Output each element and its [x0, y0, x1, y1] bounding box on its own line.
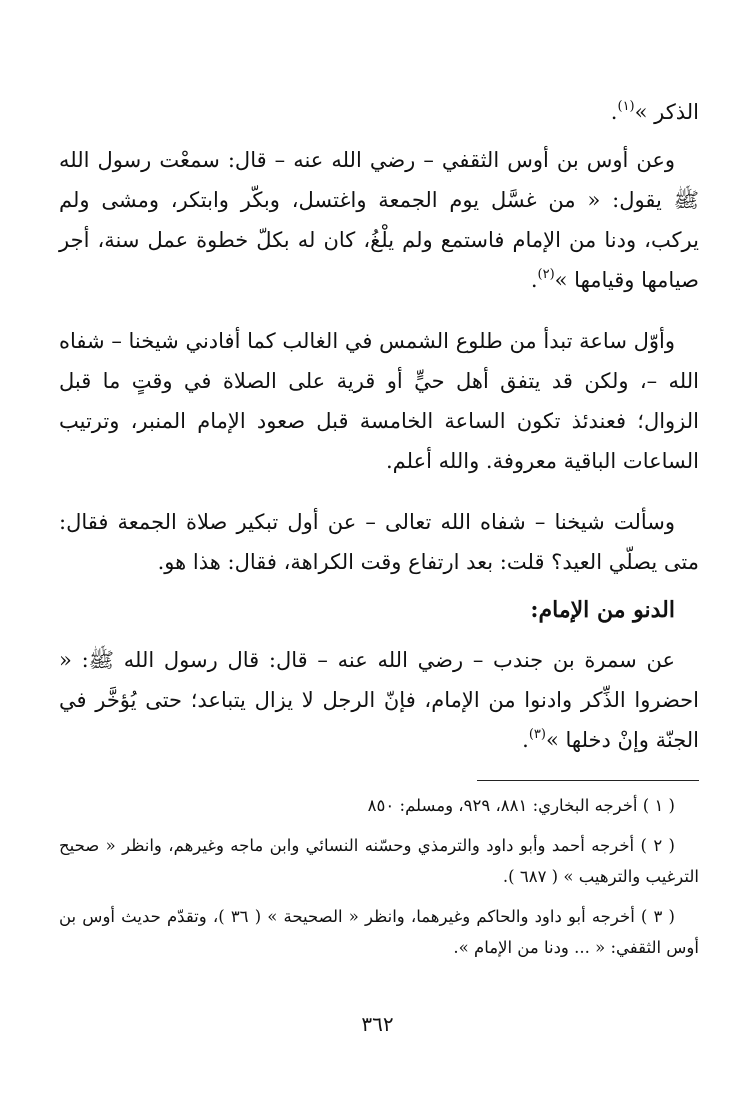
paragraph-question-sheikh: وسألت شيخنا – شفاه الله تعالى – عن أول تبكير صلاة الجمعة فقال: متى يصلّي العيد؟ قلت: بعد ارتفاع وقت الكراهة، فقال: هذا هو.	[59, 510, 699, 574]
page-number: ٣٦٢	[361, 1012, 394, 1036]
footnote-ref-1[interactable]: (١)	[617, 99, 635, 114]
footnote-ref-2[interactable]: (٢)	[537, 267, 555, 282]
footnote-ref-3[interactable]: (٣)	[528, 727, 546, 742]
section-heading: الدنو من الإمام:	[530, 597, 675, 623]
paragraph-hadith-samura: عن سمرة بن جندب – رضي الله عنه – قال: قال رسول الله ﷺ: « احضروا الذِّكر وادنوا من الإمام، فإنّ الرجل لا يزال يتباعد؛ حتى يُؤخَّر في الجنّة وإنْ دخلها »$^{(٣)}$.	[59, 648, 699, 752]
main-text	[59, 92, 699, 781]
footnote-1: ( ١ ) أخرجه البخاري: ٨٨١، ٩٢٩، ومسلم: ٨٥٠	[367, 796, 675, 815]
footnote-2: ( ٢ ) أخرجه أحمد وأبو داود والترمذي وحسّنه النسائي وابن ماجه وغيرهم، وانظر « صحيح الترغيب والترهيب » ( ٦٨٧ ).	[59, 836, 699, 886]
paragraph-continuation: الذكر »$^{(١)}$.	[610, 99, 699, 124]
paragraph-hadith-aws: وعن أوس بن أوس الثقفي – رضي الله عنه – قال: سمعْت رسول الله ﷺ يقول: « من غسَّل يوم الجمعة واغتسل، وبكّر وابتكر، ومشى ولم يركب، ودنا من الإمام فاستمع ولم يلْغُ، كان له بكلّ خطوة عمل سنة، أجر صيامها وقيامها »$^{(٢)}$.	[59, 148, 699, 292]
footnote-3: ( ٣ ) أخرجه أبو داود والحاكم وغيرهما، وانظر « الصحيحة » ( ٣٦ )، وتقدّم حديث أوس بن أوس الثقفي: « ... ودنا من الإمام ».	[59, 907, 699, 957]
footnotes	[59, 790, 699, 972]
footnote-divider	[477, 780, 699, 781]
paragraph-first-hour: وأوّل ساعة تبدأ من طلوع الشمس في الغالب كما أفادني شيخنا – شفاه الله –، ولكن قد يتفق أهل حيٍّ أو قرية على الصلاة في وقتٍ ما قبل الزوال؛ فعندئذ تكون الساعة الخامسة قبل صعود الإمام المنبر، وترتيب الساعات الباقية معروفة. والله أعلم.	[59, 329, 699, 473]
